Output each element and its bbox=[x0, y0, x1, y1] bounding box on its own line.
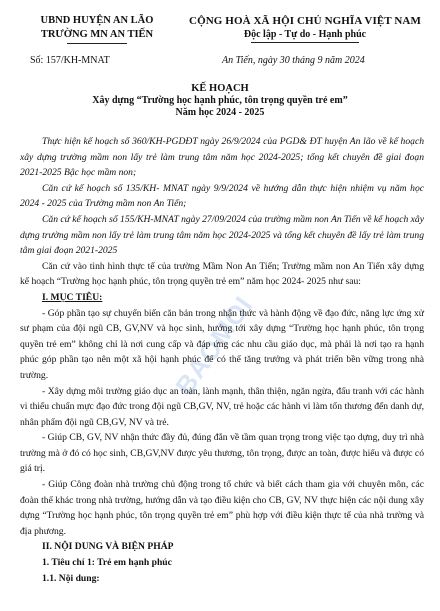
org-line-2: TRƯỜNG MN AN TIẾN bbox=[40, 29, 154, 40]
basis-paragraph-2: Căn cứ kế hoạch số 135/KH- MNAT ngày 9/9/2024 về hướng dẫn thực hiện nhiệm vụ năm học 2024 - 2025 của Trường mầm non An Tiến; bbox=[20, 182, 424, 210]
org-underline bbox=[67, 43, 127, 44]
section-heading-objectives bbox=[20, 290, 424, 306]
org-line-1: UBND HUYỆN AN LÃO bbox=[40, 15, 154, 26]
document-body bbox=[20, 134, 424, 586]
objective-item-2: - Xây dựng môi trường giáo dục an toàn, lành mạnh, thân thiện, ngăn ngừa, đấu tranh với các hành vi thiếu chuẩn mực đạo đức trong đội ngũ CB,GV, NV, trẻ hoặc các hành vi làm tổn thương đến danh dự, nhân phẩm đội ngũ CB,GV, NV và trẻ. bbox=[20, 385, 424, 428]
objective-item-1: - Góp phần tạo sự chuyển biến căn bản trong nhận thức và hành động về đạo đức, năng lực ứng xử sư phạm của đội ngũ CB, GV,NV và học sinh, hướng tới xây dựng “Trường học hạnh phúc, tôn trọng quyền trẻ em” không chỉ là nơi cung cấp và đáp ứng các nhu cầu giáo dục, mà phải là nơi tạo ra hạnh phúc góp phần tạo nên một xã hội hạnh phúc để có thể tăng trưởng và phát triển bền vững trong nhà trường. bbox=[20, 307, 424, 381]
nation-title: CỘNG HOÀ XÃ HỘI CHỦ NGHĨA VIỆT NAM bbox=[189, 15, 421, 27]
section-heading-objectives-text: I. MỤC TIÊU: bbox=[42, 291, 103, 303]
subsection-heading-1-1: 1.1. Nội dung: bbox=[42, 572, 100, 584]
document-number: Số: 157/KH-MNAT bbox=[30, 55, 110, 66]
basis-paragraph-1: Thực hiện kế hoạch số 360/KH-PGDĐT ngày 26/9/2024 của PGD& ĐT huyện An lão về kế hoạch xây dựng trường mầm non lấy trẻ làm trung tâm năm học 2024-2025; tổng kết chuyên đề giai đoạn 2021-2025 Bậc học mầm non; bbox=[20, 136, 424, 179]
document-subject: Xây dựng “Trường học hạnh phúc, tôn trọng quyền trẻ em” bbox=[92, 95, 348, 106]
basis-paragraph-4: Căn cứ vào tình hình thực tế của trường Mầm Non An Tiến; Trường mầm non An Tiến xây dựng kế hoạch “Trường học hạnh phúc, tôn trọng quyền trẻ em” năm học 2024- 2025 như sau: bbox=[20, 260, 424, 288]
national-motto: Độc lập - Tự do - Hạnh phúc bbox=[243, 29, 367, 40]
objective-item-4-text: - Giúp Công đoàn nhà trường chủ động trong tổ chức và biết cách tham gia với chuyên môn, các đoàn thể khác trong nhà trường, hướng dẫn và tạo điều kiện cho CB, GV, NV thực hiện các nội dung xây dựng “Trường học hạnh phúc, tôn trọng quyền trẻ em” phù hợp với điều kiện thực tế của nhà trường và địa phương. bbox=[20, 479, 424, 537]
watermark: BAOMOI bbox=[169, 290, 259, 401]
document-date: An Tiến, ngày 30 tháng 9 năm 2024 bbox=[222, 55, 365, 66]
objective-item-3: - Giúp CB, GV, NV nhận thức đầy đủ, đúng đắn về tầm quan trọng trong việc tạo dựng, duy trì nhà trường mà ở đó có học sinh, CB,GV,NV được yêu thương, tôn trọng, được an toàn, được hiểu và được có giá trị. bbox=[20, 432, 424, 475]
objective-item-4 bbox=[20, 477, 424, 539]
section-heading-content: II. NỘI DUNG VÀ BIỆN PHÁP bbox=[42, 541, 174, 553]
school-year: Năm học 2024 - 2025 bbox=[175, 107, 265, 118]
criterion-heading-1: 1. Tiêu chí 1: Trẻ em hạnh phúc bbox=[42, 557, 172, 569]
document-type: KẾ HOẠCH bbox=[191, 83, 249, 94]
issuing-organization bbox=[22, 14, 172, 44]
document-title-block bbox=[0, 83, 440, 119]
basis-paragraph-3: Căn cứ kế hoạch số 155/KH-MNAT ngày 27/09/2024 của trường mầm non An Tiến về kế hoạch xây dựng trường mầm non lấy trẻ làm trung tâm năm học 2024-2025 và tổng kết chuyên đề lấy trẻ làm trung tâm giai đoạn 2021-2025 bbox=[20, 213, 424, 257]
national-header bbox=[176, 14, 434, 43]
motto-underline bbox=[251, 42, 359, 43]
